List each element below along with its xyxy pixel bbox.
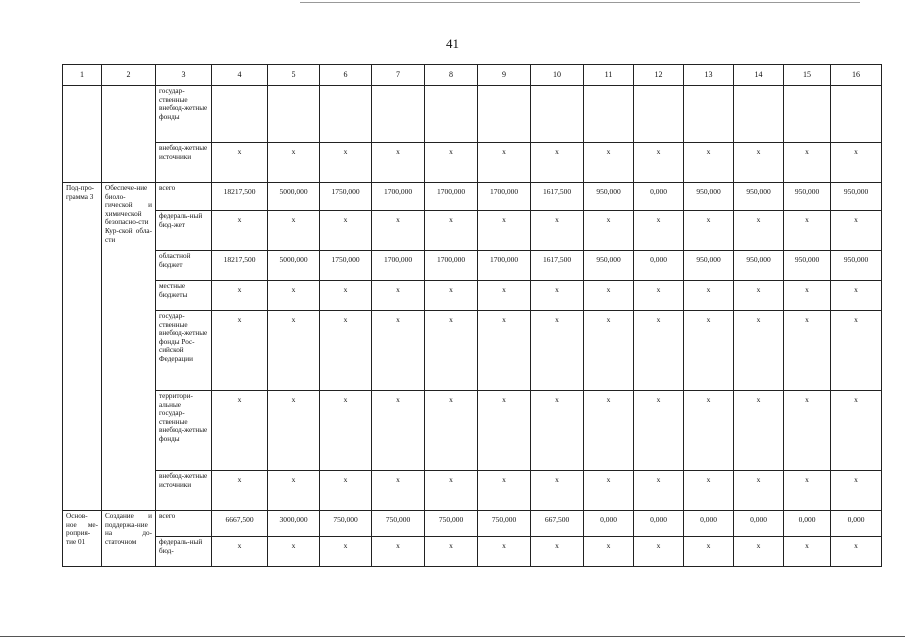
table-row <box>63 391 882 471</box>
column-header: 16 <box>831 65 882 86</box>
value-cell: 1617,500 <box>531 183 584 211</box>
value-cell: x <box>425 471 478 511</box>
value-cell: x <box>268 311 320 391</box>
value-cell: 1750,000 <box>320 183 372 211</box>
scan-top-edge <box>300 2 860 3</box>
value-cell: x <box>684 281 734 311</box>
table-row <box>63 471 882 511</box>
value-cell: 0,000 <box>684 511 734 537</box>
value-cell: x <box>734 211 784 251</box>
value-cell: 950,000 <box>784 251 831 281</box>
value-cell: 1700,000 <box>425 251 478 281</box>
value-cell: x <box>831 391 882 471</box>
table-row <box>63 143 882 183</box>
value-cell: x <box>531 311 584 391</box>
value-cell: x <box>831 471 882 511</box>
value-cell <box>831 86 882 143</box>
value-cell <box>268 86 320 143</box>
value-cell: x <box>531 537 584 567</box>
header-row <box>63 65 882 86</box>
value-cell: x <box>268 143 320 183</box>
funding-source-cell: федераль-ный бюд- <box>156 537 212 567</box>
value-cell: x <box>784 143 831 183</box>
column-header: 5 <box>268 65 320 86</box>
value-cell: x <box>531 211 584 251</box>
value-cell: 950,000 <box>831 251 882 281</box>
program-code-cell <box>63 86 102 183</box>
value-cell: x <box>478 281 531 311</box>
value-cell: x <box>684 311 734 391</box>
value-cell: x <box>268 471 320 511</box>
funding-source-cell: местные бюджеты <box>156 281 212 311</box>
value-cell: x <box>268 211 320 251</box>
value-cell: x <box>268 281 320 311</box>
value-cell <box>634 86 684 143</box>
value-cell: x <box>531 391 584 471</box>
value-cell: x <box>634 391 684 471</box>
value-cell: x <box>478 537 531 567</box>
value-cell: x <box>634 537 684 567</box>
value-cell: x <box>684 471 734 511</box>
value-cell: x <box>425 537 478 567</box>
value-cell: x <box>212 391 268 471</box>
value-cell: x <box>531 471 584 511</box>
value-cell: x <box>425 391 478 471</box>
value-cell: x <box>734 281 784 311</box>
value-cell: 950,000 <box>784 183 831 211</box>
funding-source-cell: внебюд-жетные источники <box>156 471 212 511</box>
value-cell: x <box>372 391 425 471</box>
column-header: 6 <box>320 65 372 86</box>
value-cell: 750,000 <box>425 511 478 537</box>
value-cell: x <box>478 391 531 471</box>
value-cell: 1700,000 <box>478 251 531 281</box>
value-cell: 950,000 <box>684 251 734 281</box>
value-cell: x <box>831 311 882 391</box>
value-cell <box>584 86 634 143</box>
value-cell: 1700,000 <box>425 183 478 211</box>
value-cell: x <box>584 211 634 251</box>
value-cell: 6667,500 <box>212 511 268 537</box>
value-cell: 1750,000 <box>320 251 372 281</box>
value-cell: x <box>425 143 478 183</box>
funding-source-cell: федераль-ный бюд-жет <box>156 211 212 251</box>
column-header: 4 <box>212 65 268 86</box>
budget-table <box>62 64 882 567</box>
value-cell: x <box>734 143 784 183</box>
program-code-cell: Под-про-грамма 3 <box>63 183 102 511</box>
value-cell: 1700,000 <box>372 251 425 281</box>
value-cell <box>372 86 425 143</box>
value-cell <box>320 86 372 143</box>
column-header: 13 <box>684 65 734 86</box>
column-header: 2 <box>102 65 156 86</box>
column-header: 14 <box>734 65 784 86</box>
value-cell: x <box>478 211 531 251</box>
value-cell: x <box>320 281 372 311</box>
value-cell: x <box>320 471 372 511</box>
value-cell: x <box>684 143 734 183</box>
value-cell: x <box>212 471 268 511</box>
value-cell: x <box>425 211 478 251</box>
value-cell: x <box>734 391 784 471</box>
value-cell: x <box>584 471 634 511</box>
program-code-cell: Основ-ное ме-роприя-тие 01 <box>63 511 102 567</box>
value-cell: 950,000 <box>734 183 784 211</box>
value-cell: x <box>212 311 268 391</box>
value-cell: x <box>320 311 372 391</box>
value-cell: 0,000 <box>831 511 882 537</box>
value-cell: x <box>478 311 531 391</box>
column-header: 12 <box>634 65 684 86</box>
value-cell: x <box>584 311 634 391</box>
value-cell: x <box>634 211 684 251</box>
value-cell <box>212 86 268 143</box>
column-header: 11 <box>584 65 634 86</box>
value-cell: 750,000 <box>478 511 531 537</box>
column-header: 1 <box>63 65 102 86</box>
value-cell: x <box>584 143 634 183</box>
value-cell: x <box>478 143 531 183</box>
column-header: 7 <box>372 65 425 86</box>
value-cell: x <box>212 143 268 183</box>
value-cell: x <box>372 211 425 251</box>
value-cell: 18217,500 <box>212 183 268 211</box>
value-cell: x <box>531 281 584 311</box>
value-cell: x <box>634 281 684 311</box>
funding-source-cell: всего <box>156 511 212 537</box>
value-cell: x <box>634 471 684 511</box>
value-cell: x <box>372 311 425 391</box>
value-cell: x <box>734 471 784 511</box>
value-cell <box>784 86 831 143</box>
value-cell: x <box>784 537 831 567</box>
value-cell: 5000,000 <box>268 183 320 211</box>
value-cell: 3000,000 <box>268 511 320 537</box>
value-cell: x <box>584 281 634 311</box>
value-cell: x <box>684 391 734 471</box>
program-title-cell: Создание и поддержа-ние на до-статочном <box>102 511 156 567</box>
value-cell: x <box>372 143 425 183</box>
value-cell: 0,000 <box>584 511 634 537</box>
value-cell: x <box>425 281 478 311</box>
column-header: 3 <box>156 65 212 86</box>
column-header: 8 <box>425 65 478 86</box>
value-cell: x <box>784 311 831 391</box>
value-cell: x <box>584 391 634 471</box>
table-row <box>63 86 882 143</box>
value-cell: x <box>320 211 372 251</box>
table-row <box>63 537 882 567</box>
value-cell: x <box>478 471 531 511</box>
value-cell: x <box>372 281 425 311</box>
value-cell: x <box>320 143 372 183</box>
value-cell: x <box>531 143 584 183</box>
value-cell: x <box>268 391 320 471</box>
value-cell: x <box>634 311 684 391</box>
value-cell: 0,000 <box>734 511 784 537</box>
value-cell: x <box>212 537 268 567</box>
value-cell: 950,000 <box>831 183 882 211</box>
value-cell: x <box>320 391 372 471</box>
program-title-cell: Обеспече-ние биоло-гической и химической безопасно-сти Кур-ской обла-сти <box>102 183 156 511</box>
value-cell: x <box>212 281 268 311</box>
value-cell: x <box>372 471 425 511</box>
column-header: 9 <box>478 65 531 86</box>
value-cell: 950,000 <box>584 183 634 211</box>
value-cell: 667,500 <box>531 511 584 537</box>
table-row <box>63 251 882 281</box>
funding-source-cell: государ-ственные внебюд-жетные фонды <box>156 86 212 143</box>
table-row <box>63 183 882 211</box>
value-cell: x <box>831 143 882 183</box>
value-cell: 1700,000 <box>372 183 425 211</box>
value-cell: 0,000 <box>634 183 684 211</box>
value-cell: 5000,000 <box>268 251 320 281</box>
value-cell: x <box>425 311 478 391</box>
value-cell: x <box>684 537 734 567</box>
value-cell: x <box>734 311 784 391</box>
value-cell: x <box>831 281 882 311</box>
value-cell: x <box>784 391 831 471</box>
table-row <box>63 211 882 251</box>
value-cell: 750,000 <box>320 511 372 537</box>
table-row <box>63 511 882 537</box>
program-title-cell <box>102 86 156 183</box>
value-cell: x <box>784 281 831 311</box>
scan-bottom-edge <box>0 636 905 637</box>
value-cell: x <box>212 211 268 251</box>
table-row <box>63 281 882 311</box>
value-cell: 18217,500 <box>212 251 268 281</box>
value-cell: 950,000 <box>684 183 734 211</box>
value-cell: x <box>372 537 425 567</box>
value-cell: 950,000 <box>584 251 634 281</box>
value-cell: 750,000 <box>372 511 425 537</box>
table-row <box>63 311 882 391</box>
column-header: 10 <box>531 65 584 86</box>
value-cell: x <box>634 143 684 183</box>
value-cell: x <box>734 537 784 567</box>
value-cell: 1617,500 <box>531 251 584 281</box>
funding-source-cell: государ-ственные внебюд-жетные фонды Рос-сийской Федерации <box>156 311 212 391</box>
value-cell: x <box>784 211 831 251</box>
value-cell <box>478 86 531 143</box>
funding-source-cell: внебюд-жетные источники <box>156 143 212 183</box>
value-cell: x <box>268 537 320 567</box>
value-cell: 0,000 <box>634 251 684 281</box>
value-cell: x <box>684 211 734 251</box>
column-header: 15 <box>784 65 831 86</box>
value-cell: 1700,000 <box>478 183 531 211</box>
value-cell: x <box>584 537 634 567</box>
value-cell: x <box>320 537 372 567</box>
value-cell <box>531 86 584 143</box>
page-number: 41 <box>446 36 459 51</box>
funding-source-cell: территори-альные государ-ственные внебюд-жетные фонды <box>156 391 212 471</box>
value-cell: 0,000 <box>784 511 831 537</box>
value-cell: x <box>831 537 882 567</box>
funding-source-cell: всего <box>156 183 212 211</box>
value-cell <box>734 86 784 143</box>
value-cell <box>425 86 478 143</box>
value-cell <box>684 86 734 143</box>
value-cell: x <box>784 471 831 511</box>
funding-source-cell: областной бюджет <box>156 251 212 281</box>
value-cell: 0,000 <box>634 511 684 537</box>
value-cell: 950,000 <box>734 251 784 281</box>
value-cell: x <box>831 211 882 251</box>
